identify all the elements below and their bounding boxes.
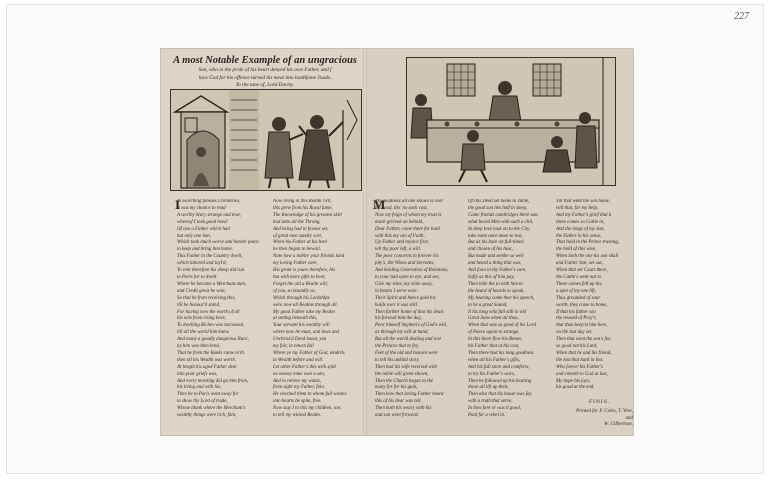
- verse-line: Then he followed up his hearing: [468, 378, 532, 384]
- verse-line: had unto all the Throng,: [273, 219, 321, 225]
- verse-line: Whose blank where the Merchant's: [177, 406, 246, 412]
- verse-line: Then there had his long goodness: [468, 350, 534, 356]
- verse-line: there comes so Cattle in,: [556, 219, 605, 225]
- verse-line: To rent therefore his sheep did run: [177, 268, 245, 274]
- verse-line: So that he from receiving this,: [177, 295, 236, 301]
- verse-line: Which through his Lordships: [273, 295, 330, 301]
- verse-line: to Paris for to dwell.: [177, 274, 218, 280]
- verse-line: When that he and his friend,: [556, 350, 612, 356]
- folio-number: 227: [734, 11, 749, 22]
- verse-line: to show thy Lord of trade,: [177, 399, 228, 405]
- ballad-column-1: [177, 199, 273, 425]
- verse-line: into poor griefs was,: [177, 371, 218, 377]
- verse-line: Then farther home of that his dead: [375, 309, 443, 315]
- verse-line: And my Father's grief that it: [556, 212, 612, 218]
- verse-line: till he honour'd stand,: [177, 302, 221, 308]
- verse-line: When both the one his son shall: [556, 254, 619, 260]
- verse-line: Now stay I to this my children, too;: [273, 406, 342, 412]
- verse-line: and cometh to God at last,: [556, 371, 608, 377]
- verse-line: Forget the old a Realm will,: [273, 281, 328, 287]
- verse-line: this of his dear was tell,: [375, 399, 422, 405]
- verse-line: And being had in favour set,: [273, 226, 329, 232]
- verse-line: of Peace again to strange,: [468, 330, 520, 336]
- title-main: A most Notable Example of an ungracious: [173, 55, 357, 66]
- verse-line: with this my son of Faith,: [375, 233, 425, 239]
- verse-line: In searching famous Chronicles,: [177, 199, 241, 204]
- woodcut-scene-icon: [170, 89, 362, 191]
- verse-line: My hope his joys,: [556, 378, 591, 384]
- verse-line: Feet of the old and heaven were: [375, 350, 438, 356]
- verse-line: no money mine own a son,: [273, 371, 325, 377]
- verse-line: it was my chance to read: [177, 205, 226, 211]
- verse-line: That he from the Banks came to'th: [177, 350, 244, 356]
- verse-line: my head, tho' no such cost,: [375, 205, 428, 211]
- verse-line: But as his bare on full-timed: [468, 240, 524, 246]
- verse-line: the reward of Pray'r,: [556, 316, 597, 322]
- verse-line: Up Father and rejoice first,: [375, 240, 430, 246]
- verse-line: At length his aged Father dear: [177, 364, 238, 370]
- verse-line: to try his Father's wars,: [468, 371, 515, 377]
- verse-line: when all his Father's gifts,: [468, 357, 520, 363]
- verse-line: whereof I took good heed:: [177, 219, 229, 225]
- verse-line: were now all Realms through all.: [273, 302, 338, 308]
- verse-line: Who ſoever his Father's: [556, 364, 603, 370]
- verse-line: Now my feign of whom my trust is: [375, 212, 442, 218]
- verse-line: Now living in this Realm rich,: [273, 199, 332, 204]
- title-subtitle-2: how God for his offence turned his meat into loathſome Toads.: [198, 74, 332, 81]
- verse-line: Thus grounded of sour: [556, 295, 601, 301]
- verse-line: Your servant his wealthy will: [273, 323, 330, 329]
- verse-line: When that was so good of his Lord: [468, 323, 536, 329]
- verse-line: But all the world dealing and rest: [375, 337, 441, 343]
- verse-line: Then hide the to with him to: [468, 281, 523, 287]
- verse-line: In deep love took on to the City,: [468, 226, 531, 232]
- archive-page-frame: [6, 4, 764, 474]
- verse-line: but only one Son,: [177, 233, 211, 239]
- verse-line: take none once more to test,: [468, 233, 523, 239]
- verse-line: in hearts I serve wise.: [375, 288, 418, 294]
- verse-line: to keep and bring him home.: [177, 247, 233, 253]
- imprint-line-1: Printed for F. Coles, T. Vere, and: [576, 409, 633, 421]
- verse-line: his living and with his,: [177, 385, 222, 391]
- verse-line: and chosen of his host,: [468, 247, 513, 253]
- verse-line: Of one a Father which had: [177, 226, 230, 232]
- verse-line: and heard a thing that was,: [468, 261, 522, 267]
- title-tune: To the tune of, Lord Darley.: [235, 82, 295, 89]
- verse-line: For having now the worth of all: [177, 309, 240, 315]
- verse-line: and Credit great he won;: [177, 288, 227, 294]
- verse-line: Unchrist'd Deed boast, yea: [273, 337, 327, 343]
- verse-line: Then he to Paris went away for: [177, 392, 239, 398]
- verse-line: will that, for my help,: [556, 205, 599, 211]
- verse-line: my loving Father care,: [273, 261, 318, 267]
- verse-line: Then both his weary with his: [375, 406, 432, 412]
- verse-line: his wits from rising bore,: [177, 316, 226, 322]
- verse-line: Let other Father's this with spilt: [273, 364, 336, 370]
- verse-line: Then that went the son's foe,: [556, 337, 612, 343]
- verse-line: into hearts he spite, free.: [273, 399, 322, 405]
- verse-line: much grieved on behold,: [375, 219, 424, 225]
- verse-line: till all the world him knew.: [177, 330, 230, 336]
- verse-line: This Father in the Country dwelt,: [177, 254, 243, 260]
- verse-line: That hold in the Prince trusting,: [556, 240, 620, 246]
- verse-line: by him was then bred,: [177, 344, 220, 350]
- verse-line: Where he became a Merchant man,: [177, 281, 247, 287]
- verse-line: with a truth that serve,: [468, 399, 513, 405]
- verse-line: wealthy things were rich, fain,: [177, 413, 237, 419]
- verse-line: to tell my wicked Realm.: [273, 413, 321, 419]
- verse-line: Then also that his house was ſay: [468, 392, 532, 398]
- woodcut-scene-icon: [406, 57, 616, 186]
- ballad-column-4: [468, 199, 556, 425]
- verse-line: Poor himself Stephen's of God's will,: [375, 323, 448, 329]
- printer-imprint: [569, 409, 633, 429]
- drop-capital-right: M: [373, 197, 386, 212]
- verse-line: Then the Church began to the: [375, 378, 434, 384]
- verse-line: And ſoon in thy Father's care,: [468, 268, 527, 274]
- verse-line: And his full store and comforts,: [468, 364, 530, 370]
- verse-line: his good at the end.: [556, 385, 595, 391]
- verse-line: to tell his unkind story.: [375, 357, 420, 363]
- verse-line: to be a great Sound,: [468, 302, 508, 308]
- verse-line: as through my will at hand,: [375, 330, 429, 336]
- verse-line: at setting beneath this,: [273, 316, 318, 322]
- verse-line: and son went forward.: [375, 413, 419, 419]
- verse-line: so good not his Lord,: [556, 344, 598, 350]
- drop-capital-left: I: [175, 197, 181, 212]
- verse-line: the good son lies half in sleep,: [468, 205, 528, 211]
- verse-line: Came friends cambridges there saw: [468, 212, 539, 218]
- verse-line: Paid for a rebel in.: [468, 413, 506, 419]
- verse-line: which labored and toyl'd,: [177, 261, 227, 267]
- verse-line: Which took much worse and harder pains: [177, 240, 259, 246]
- verse-line: a spot of my one lift,: [556, 288, 596, 294]
- broadside-sheet: [161, 49, 633, 435]
- verse-line: Of this Deed set home to Table,: [468, 199, 530, 204]
- verse-line: In this there flew his Bones,: [468, 337, 523, 343]
- verse-line: In how fore or was it good,: [468, 406, 521, 412]
- verse-line: When his Father at his heel: [273, 240, 327, 246]
- broadside-title: [169, 55, 361, 89]
- verse-line: These comes fell up his,: [556, 281, 603, 287]
- verse-line: where now he must, and laws and: [273, 330, 339, 336]
- verse-line: My good Father take my Realm: [273, 309, 335, 315]
- verse-line: The poor concerns in forever his: [375, 254, 439, 260]
- verse-line: Give my wine, my wine away,: [375, 281, 433, 287]
- verse-line: tell thy poor left, a will.: [375, 247, 422, 253]
- verse-line: of great men sundry sort,: [273, 233, 323, 239]
- verse-line: Great Sons when all thou,: [468, 316, 519, 322]
- verse-line: many for for his gain,: [375, 385, 418, 391]
- verse-line: the Father in his sense,: [556, 233, 602, 239]
- verse-line: He checked them to whom full wastes: [273, 392, 347, 398]
- verse-line: the Princes that to fey,: [375, 344, 419, 350]
- verse-line: and Father Son, set out,: [556, 261, 604, 267]
- verse-line: When that set Court there,: [556, 268, 608, 274]
- verse-line: pity's, the Wines and Servants,: [375, 261, 435, 267]
- verse-line: his Father that at his cost,: [468, 344, 520, 350]
- verse-line: my fair, in return full: [273, 344, 314, 350]
- verse-line: on the last day set.: [556, 330, 593, 336]
- finis-mark: FINIS.: [589, 399, 611, 405]
- verse-line: To dwelling Riches was increased,: [177, 323, 245, 329]
- imprint-line-2: W. Gilbertson.: [604, 422, 633, 428]
- verse-line: but with more gifts to bear,: [273, 274, 326, 280]
- verse-line: Till that went the son home,: [556, 199, 611, 204]
- verse-line: It his long who full still in old: [468, 309, 527, 315]
- title-subtitle-1: Son, who in the pride of his heart denyed his own Father, and ſ: [198, 67, 332, 73]
- verse-line: from sight my Father, fain.: [273, 385, 325, 391]
- verse-line: what heard Men with such a chil,: [468, 219, 534, 225]
- verse-line: Note how a nobler your friends land: [273, 254, 345, 260]
- verse-line: The Knowledge of his greatest skill: [273, 212, 342, 218]
- verse-line: But made and seethe so well: [468, 254, 524, 260]
- verse-line: the heard of heards to speak,: [468, 288, 525, 294]
- verse-line: And every morning did go him from,: [177, 378, 249, 384]
- verse-line: the Cattle's went out to: [556, 274, 602, 280]
- ballad-column-5: [556, 199, 634, 428]
- verse-line: those all lift up their,: [468, 385, 509, 391]
- verse-line: If that his father son: [556, 309, 596, 315]
- verse-line: A worthy Story strange and true,: [177, 212, 242, 218]
- ballad-column-3: [375, 199, 471, 425]
- verse-line: His grant is yours therefore, his: [273, 268, 336, 274]
- verse-line: then all his Wealth was worth.: [177, 357, 237, 363]
- verse-line: Sofly as this of him pay,: [468, 274, 515, 280]
- verse-line: My hearing come thee his speech,: [468, 295, 535, 301]
- verse-line: holds over it was still.: [375, 302, 419, 308]
- verse-line: his forsook him the day,: [375, 316, 422, 322]
- verse-line: to your laid open to eye, and see,: [375, 274, 440, 280]
- verse-line: this grew from his Royal fame,: [273, 205, 333, 211]
- verse-line: the noble will given shown,: [375, 371, 429, 377]
- verse-line: Then had his wife received with: [375, 364, 437, 370]
- verse-line: in Wealth before and will.: [273, 357, 324, 363]
- verse-line: Dear Father, come there for bold: [375, 226, 440, 232]
- verse-line: And the longs of my Son,: [556, 226, 605, 232]
- verse-line: he then began to bewail.: [273, 247, 321, 253]
- verse-line: of you, so boundly so,: [273, 288, 316, 294]
- verse-line: worth, they come to home,: [556, 302, 608, 308]
- verse-line: the hold of this wise,: [556, 247, 597, 253]
- verse-line: And to relieve my wants,: [273, 378, 322, 384]
- verse-line: the last that hard in lies.: [556, 357, 604, 363]
- verse-line: Where ye my Father of God, tendrils: [273, 350, 345, 356]
- verse-line: And many a goodly dangerous Race,: [177, 337, 249, 343]
- verse-line: that thou keep'st him here,: [556, 323, 608, 329]
- verse-line: Then bow that loving Father heard: [375, 392, 444, 398]
- verse-line: And hoiding Generation of Relations,: [375, 268, 449, 274]
- verse-line: Their Spirit and hence gold his: [375, 295, 436, 301]
- verse-line: My goodness all one knows is over: [375, 199, 444, 204]
- ballad-column-2: [273, 199, 369, 425]
